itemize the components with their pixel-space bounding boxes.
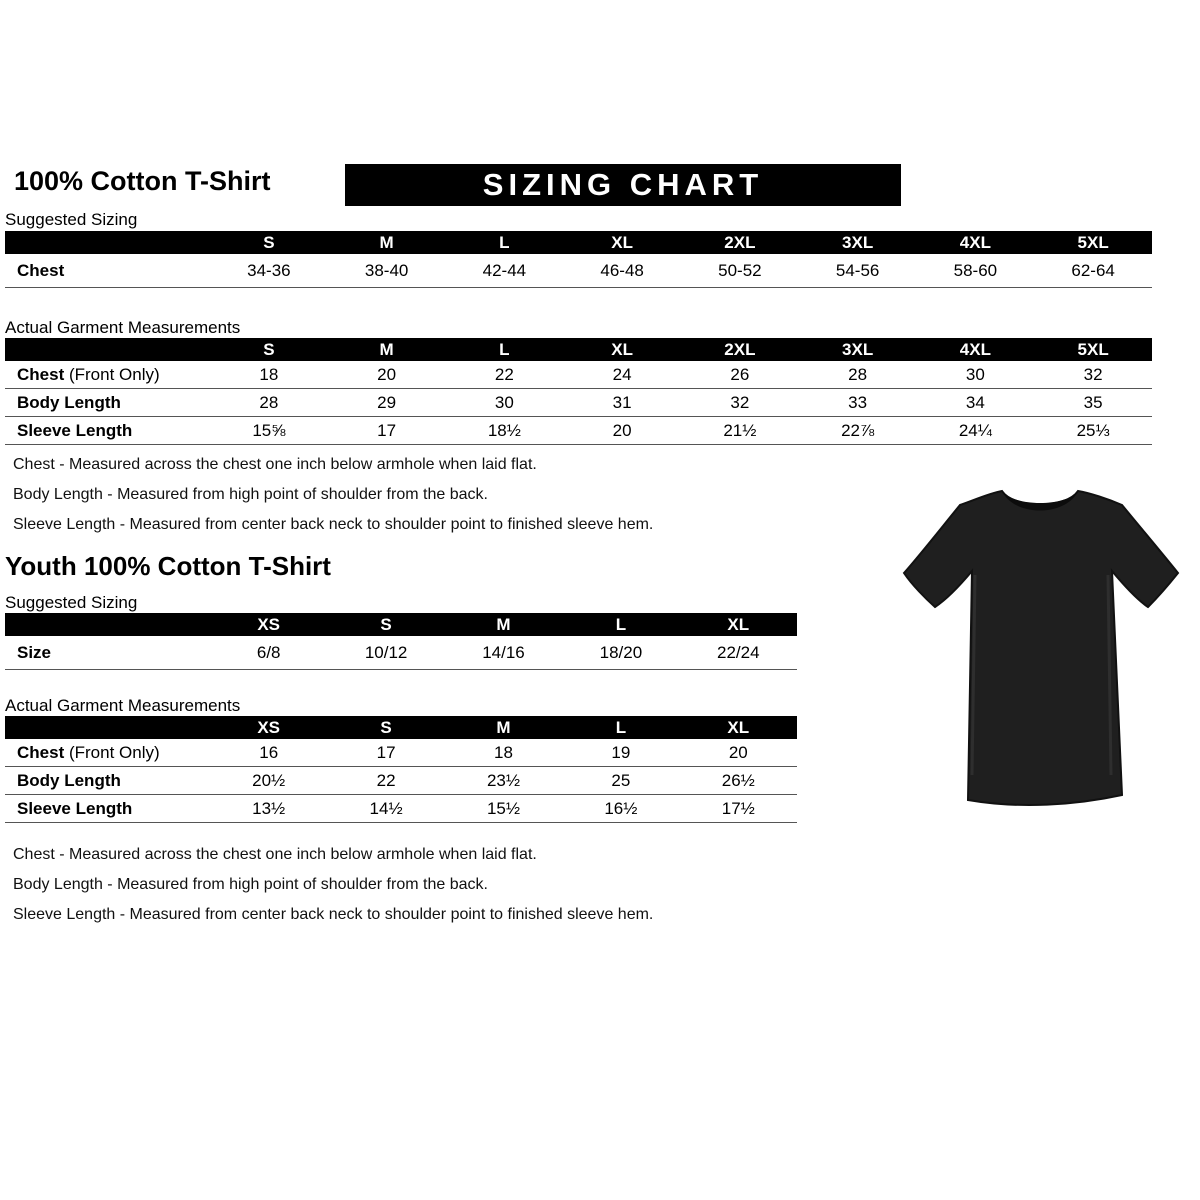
adult-suggested-sizing-label: Suggested Sizing xyxy=(5,210,138,229)
value-cell: 50-52 xyxy=(681,254,799,288)
value-cell: 15⅝ xyxy=(210,417,328,445)
value-cell: 32 xyxy=(1034,361,1152,389)
value-cell: 46-48 xyxy=(563,254,681,288)
value-cell: 19 xyxy=(562,739,679,767)
value-cell: 30 xyxy=(446,389,564,417)
size-header-cell: M xyxy=(445,613,562,636)
youth-notes xyxy=(13,840,653,930)
table-corner-cell xyxy=(5,716,210,739)
size-header-cell: 5XL xyxy=(1034,231,1152,254)
value-cell: 26 xyxy=(681,361,799,389)
value-cell: 25⅓ xyxy=(1034,417,1152,445)
youth-title: Youth 100% Cotton T-Shirt xyxy=(5,551,331,581)
value-cell: 31 xyxy=(563,389,681,417)
youth-suggested-sizing-label: Suggested Sizing xyxy=(5,593,138,612)
size-header-cell: 4XL xyxy=(917,231,1035,254)
table-corner-cell xyxy=(5,338,210,361)
size-header-cell: 2XL xyxy=(681,231,799,254)
size-header-cell: 2XL xyxy=(681,338,799,361)
size-header-cell: XL xyxy=(680,613,797,636)
value-cell: 22⅞ xyxy=(799,417,917,445)
value-cell: 16 xyxy=(210,739,327,767)
row-label-suffix: (Front Only) xyxy=(64,365,160,384)
value-cell: 34-36 xyxy=(210,254,328,288)
table-corner-cell xyxy=(5,231,210,254)
size-header-cell: XL xyxy=(563,338,681,361)
value-cell: 54-56 xyxy=(799,254,917,288)
size-header-cell: S xyxy=(327,716,444,739)
adult-actual-measurements-label: Actual Garment Measurements xyxy=(5,318,241,337)
note-body-length: Body Length - Measured from high point of shoulder from the back. xyxy=(13,486,488,503)
value-cell: 29 xyxy=(328,389,446,417)
row-label: Body Length xyxy=(5,767,210,795)
value-cell: 26½ xyxy=(680,767,797,795)
value-cell: 25 xyxy=(562,767,679,795)
value-cell: 20 xyxy=(563,417,681,445)
value-cell: 20 xyxy=(680,739,797,767)
adult-suggested-table xyxy=(5,231,1152,288)
size-header-cell: M xyxy=(328,231,446,254)
value-cell: 24 xyxy=(563,361,681,389)
sizing-chart-banner xyxy=(345,164,901,206)
value-cell: 33 xyxy=(799,389,917,417)
row-label-main: Chest xyxy=(17,743,65,762)
row-label-main: Chest xyxy=(17,365,65,384)
size-header-cell: XS xyxy=(210,716,327,739)
value-cell: 62-64 xyxy=(1034,254,1152,288)
size-header-cell: L xyxy=(446,231,564,254)
note-body-length: Body Length - Measured from high point of shoulder from the back. xyxy=(13,876,488,893)
value-cell: 14/16 xyxy=(445,636,562,670)
size-header-cell: 5XL xyxy=(1034,338,1152,361)
size-header-cell: M xyxy=(328,338,446,361)
row-label-suffix: (Front Only) xyxy=(64,743,160,762)
size-header-cell: 4XL xyxy=(917,338,1035,361)
value-cell: 28 xyxy=(799,361,917,389)
note-sleeve-length: Sleeve Length - Measured from center back neck to shoulder point to finished sleeve hem. xyxy=(13,516,654,533)
size-header-cell: 3XL xyxy=(799,231,917,254)
row-label: Body Length xyxy=(5,389,210,417)
value-cell: 22 xyxy=(446,361,564,389)
table-corner-cell xyxy=(5,613,210,636)
value-cell: 24¼ xyxy=(917,417,1035,445)
value-cell: 20 xyxy=(328,361,446,389)
value-cell: 22/24 xyxy=(680,636,797,670)
adult-actual-table xyxy=(5,338,1152,445)
size-header-cell: L xyxy=(446,338,564,361)
value-cell: 32 xyxy=(681,389,799,417)
size-header-cell: S xyxy=(210,338,328,361)
value-cell: 17 xyxy=(328,417,446,445)
size-header-cell: L xyxy=(562,613,679,636)
size-header-cell: 3XL xyxy=(799,338,917,361)
value-cell: 30 xyxy=(917,361,1035,389)
value-cell: 22 xyxy=(327,767,444,795)
tshirt-image xyxy=(890,475,1190,825)
value-cell: 42-44 xyxy=(446,254,564,288)
youth-suggested-table xyxy=(5,613,797,670)
sizing-chart-banner-text: SIZING CHART xyxy=(482,167,764,202)
value-cell: 18½ xyxy=(446,417,564,445)
note-chest: Chest - Measured across the chest one inch below armhole when laid flat. xyxy=(13,846,537,863)
row-label: Sleeve Length xyxy=(5,795,210,823)
adult-notes xyxy=(13,450,653,540)
value-cell: 15½ xyxy=(445,795,562,823)
value-cell: 16½ xyxy=(562,795,679,823)
value-cell: 58-60 xyxy=(917,254,1035,288)
value-cell: 18/20 xyxy=(562,636,679,670)
youth-actual-measurements-label: Actual Garment Measurements xyxy=(5,696,241,715)
value-cell: 35 xyxy=(1034,389,1152,417)
size-header-cell: M xyxy=(445,716,562,739)
row-label: Size xyxy=(5,636,210,670)
row-label xyxy=(5,361,210,389)
value-cell: 28 xyxy=(210,389,328,417)
note-sleeve-length: Sleeve Length - Measured from center back neck to shoulder point to finished sleeve hem. xyxy=(13,906,654,923)
size-header-cell: XL xyxy=(680,716,797,739)
value-cell: 17 xyxy=(327,739,444,767)
value-cell: 13½ xyxy=(210,795,327,823)
youth-actual-table xyxy=(5,716,797,823)
adult-title: 100% Cotton T-Shirt xyxy=(14,166,271,196)
size-header-cell: XL xyxy=(563,231,681,254)
value-cell: 18 xyxy=(210,361,328,389)
row-label xyxy=(5,739,210,767)
value-cell: 38-40 xyxy=(328,254,446,288)
size-header-cell: L xyxy=(562,716,679,739)
value-cell: 21½ xyxy=(681,417,799,445)
value-cell: 17½ xyxy=(680,795,797,823)
value-cell: 34 xyxy=(917,389,1035,417)
value-cell: 10/12 xyxy=(327,636,444,670)
value-cell: 20½ xyxy=(210,767,327,795)
size-header-cell: S xyxy=(327,613,444,636)
value-cell: 14½ xyxy=(327,795,444,823)
note-chest: Chest - Measured across the chest one inch below armhole when laid flat. xyxy=(13,456,537,473)
value-cell: 6/8 xyxy=(210,636,327,670)
size-header-cell: S xyxy=(210,231,328,254)
value-cell: 18 xyxy=(445,739,562,767)
size-header-cell: XS xyxy=(210,613,327,636)
row-label: Sleeve Length xyxy=(5,417,210,445)
row-label: Chest xyxy=(5,254,210,288)
value-cell: 23½ xyxy=(445,767,562,795)
